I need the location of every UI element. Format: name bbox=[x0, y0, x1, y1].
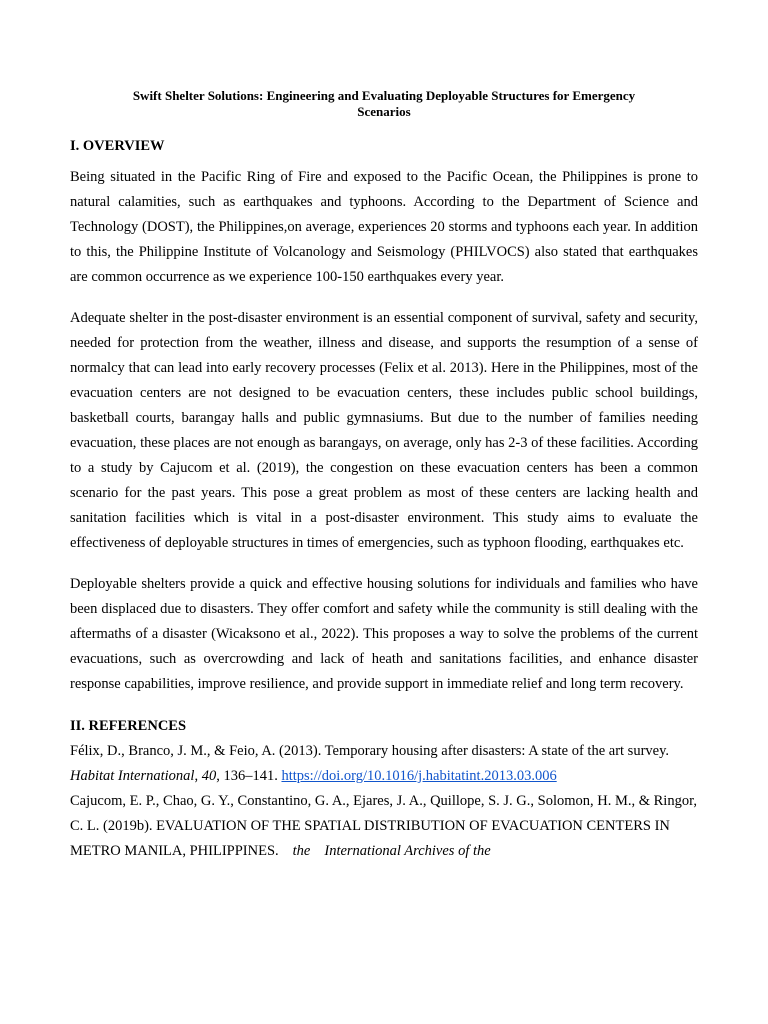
reference-felix-pages: , 136–141. bbox=[216, 768, 282, 784]
reference-felix-authors: Félix, D., Branco, J. M., & Feio, A. (2013). Temporary housing after disasters: A state of the art survey. bbox=[70, 743, 670, 759]
reference-cajucom-trail-word: the bbox=[292, 843, 311, 859]
references-heading: II. REFERENCES bbox=[70, 718, 187, 734]
reference-felix-volume: 40 bbox=[201, 768, 217, 784]
reference-felix-journal: Habitat International bbox=[70, 768, 195, 784]
title-line-2: Scenarios bbox=[357, 104, 411, 119]
reference-cajucom bbox=[70, 789, 698, 864]
reference-cajucom-text: Cajucom, E. P., Chao, G. Y., Constantino, G. A., Ejares, J. A., Quillope, S. J. G., Solomon, H. M., & Ringor, C. L. (2019b). EVALUATION OF THE SPATIAL DISTRIBUTION OF EVACUATION CENTERS IN METRO MANILA, PHILIPPINES. bbox=[70, 793, 697, 859]
overview-heading: I. OVERVIEW bbox=[70, 138, 165, 154]
reference-felix-sep: , bbox=[194, 768, 202, 784]
overview-paragraph-3: Deployable shelters provide a quick and effective housing solutions for individuals and families who have been displaced due to disasters. They offer comfort and safety while the community is still dealing with the aftermaths of a disaster (Wicaksono et al., 2022). This proposes a way to solve the problems of the current evacuations, such as overcrowding and lack of heath and sanitations facilities, and enhance disaster response capabilities, improve resilience, and provide support in immediate relief and long term recovery. bbox=[70, 576, 698, 692]
page-title bbox=[70, 88, 698, 120]
reference-felix-doi-link[interactable]: https://doi.org/10.1016/j.habitatint.2013.03.006 bbox=[281, 768, 557, 784]
reference-cajucom-trail-rest: International Archives of the bbox=[324, 843, 491, 859]
reference-felix bbox=[70, 739, 698, 789]
overview-paragraph-2: Adequate shelter in the post-disaster environment is an essential component of survival, safety and security, needed for protection from the weather, illness and disease, and supports the resumption of a sense of normalcy that can lead into early recovery processes (Felix et al. 2013). Here in the Philippines, most of the evacuation centers are not designed to be evacuation centers, these includes public school buildings, basketball courts, barangay halls and public gymnasiums. But due to the number of families needing evacuation, these places are not enough as barangays, on average, only has 2-3 of these facilities. According to a study by Cajucom et al. (2019), the congestion on these evacuation centers has been a common scenario for the past years. This pose a great problem as most of these centers are lacking health and sanitation facilities which is vital in a post-disaster environment. This study aims to evaluate the effectiveness of deployable structures in times of emergencies, such as typhoon flooding, earthquakes etc. bbox=[70, 310, 698, 551]
overview-paragraph-1: Being situated in the Pacific Ring of Fire and exposed to the Pacific Ocean, the Philippines is prone to natural calamities, such as earthquakes and typhoons. According to the Department of Science and Technology (DOST), the Philippines,on average, experiences 20 storms and typhoons each year. In addition to this, the Philippine Institute of Volcanology and Seismology (PHILVOCS) also stated that earthquakes are common occurrence as we experience 100-150 earthquakes every year. bbox=[70, 169, 698, 285]
title-line-1: Swift Shelter Solutions: Engineering and Evaluating Deployable Structures for Emergency bbox=[132, 88, 636, 103]
